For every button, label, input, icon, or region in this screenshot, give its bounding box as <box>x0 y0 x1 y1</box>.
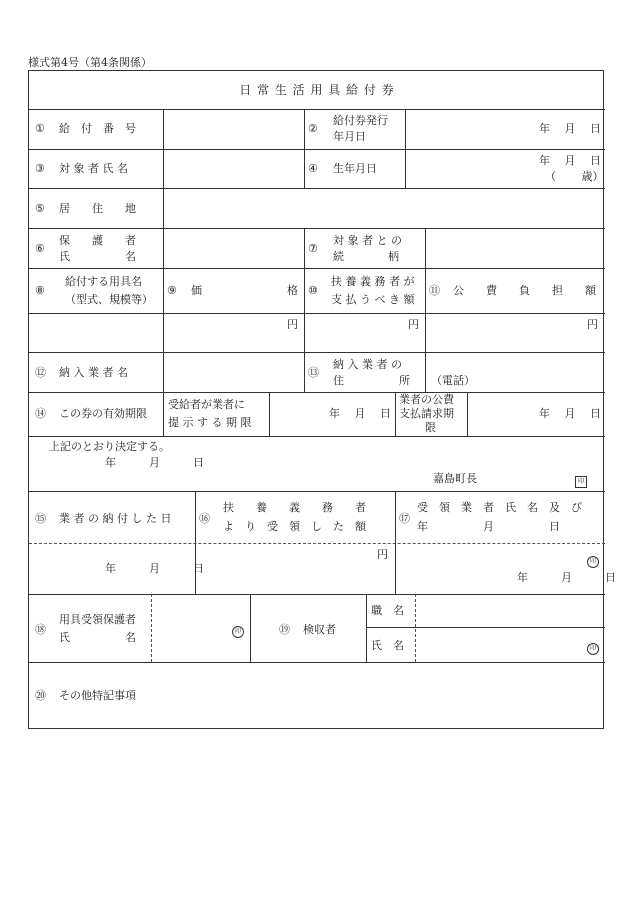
burden-yen: 円 <box>587 318 598 331</box>
official-seal: 印 <box>575 472 587 488</box>
guardian-payment-label: 支 払 う べ き 額 <box>331 293 415 306</box>
price-label: 価 <box>191 284 202 297</box>
divider <box>29 313 605 314</box>
field-number: ② <box>308 122 318 135</box>
payment-yen: 円 <box>408 318 419 331</box>
divider <box>366 594 367 662</box>
issue-date-value: 年 月 日 <box>539 122 601 135</box>
receiver-label: 年 月 日 <box>417 520 560 533</box>
form-number-label: 様式第4号（第4条関係） <box>28 56 152 69</box>
inspector-post-label: 職 名 <box>371 604 404 617</box>
divider <box>395 491 396 594</box>
field-number: ⑩ <box>308 284 318 297</box>
inspector-seal: 印 <box>587 639 599 655</box>
divider <box>29 662 605 663</box>
divider <box>405 109 406 188</box>
divider <box>269 392 270 436</box>
birth-date-value: 年 月 日 <box>539 154 601 167</box>
issue-number-label: 給 付 番 号 <box>59 122 136 135</box>
field-number: ⑯ <box>199 512 210 525</box>
presentation-deadline-label: 提 示 す る 期 限 <box>168 416 252 429</box>
validity-label: この券の有効期限 <box>59 407 147 420</box>
divider <box>304 109 305 188</box>
divider <box>163 228 164 392</box>
received-amount-label: よ り 受 領 し た 額 <box>223 520 366 533</box>
divider <box>163 392 164 436</box>
claim-deadline-label: 支払請求期 <box>399 407 454 420</box>
divider <box>29 594 605 595</box>
field-number: ⑬ <box>308 366 319 379</box>
divider <box>366 627 605 628</box>
telephone-label: （電話） <box>431 374 475 387</box>
field-number: ⑭ <box>35 407 46 420</box>
claim-deadline-label: 業者の公費 <box>399 393 454 406</box>
field-number: ③ <box>35 162 45 175</box>
relationship-label: 対 象 者 と の <box>333 234 402 247</box>
equipment-name-label: 給付する用具名 <box>65 275 142 288</box>
issue-date-label: 年月日 <box>333 130 366 143</box>
issuer-name: 嘉島町長 <box>433 472 477 485</box>
residence-label: 居 住 地 <box>59 202 136 215</box>
divider <box>29 109 605 110</box>
relationship-label: 続 柄 <box>333 250 399 263</box>
divider <box>415 594 416 662</box>
field-number: ⑤ <box>35 202 45 215</box>
field-number: ⑦ <box>308 242 318 255</box>
receiver-date-value: 年 月 日 <box>517 571 616 584</box>
divider <box>467 392 468 436</box>
divider <box>425 352 426 392</box>
guardian-payment-label: 扶 養 義 務 者 が <box>331 275 415 288</box>
field-number: ④ <box>308 162 318 175</box>
delivery-date-value: 年 月 日 <box>105 562 204 575</box>
field-number: ⑪ <box>429 284 440 297</box>
birth-date-label: 生年月日 <box>333 162 377 175</box>
delivery-date-label: 業 者 の 納 付 し た 日 <box>59 512 172 525</box>
subject-name-label: 対 象 者 氏 名 <box>59 162 128 175</box>
price-label: 格 <box>287 284 298 297</box>
divider <box>29 352 605 353</box>
presentation-deadline-date: 年 月 日 <box>329 407 391 420</box>
field-number: ⑧ <box>35 284 45 297</box>
field-number: ⑲ <box>279 623 290 636</box>
divider <box>395 392 396 436</box>
divider <box>29 228 605 229</box>
form-title: 日 常 生 活 用 具 給 付 券 <box>239 83 395 97</box>
field-number: ① <box>35 122 45 135</box>
received-amount-label: 扶 養 義 務 者 <box>223 501 366 514</box>
divider <box>425 228 426 268</box>
divider <box>163 188 164 228</box>
equipment-name-label: （型式、規模等） <box>65 293 153 306</box>
claim-deadline-label: 限 <box>425 421 436 434</box>
guardian-receiver-label: 氏 名 <box>59 631 136 644</box>
field-number: ⑥ <box>35 242 45 255</box>
divider <box>250 594 251 662</box>
divider <box>29 543 605 544</box>
divider <box>195 491 196 594</box>
issue-date-label: 給付券発行 <box>333 114 388 127</box>
supplier-address-label: 住 所 <box>333 374 410 387</box>
inspector-name-label: 氏 名 <box>371 639 404 652</box>
divider <box>163 109 164 188</box>
presentation-deadline-label: 受給者が業者に <box>168 398 245 411</box>
inspector-label: 検収者 <box>303 623 336 636</box>
divider <box>29 268 605 269</box>
divider <box>304 228 305 392</box>
decision-date: 年 月 日 <box>105 456 204 469</box>
divider <box>29 491 605 492</box>
guardian-receiver-label: 用具受領保護者 <box>59 613 136 626</box>
special-notes-label: その他特記事項 <box>59 689 136 702</box>
received-yen: 円 <box>377 548 388 561</box>
public-burden-label: 公 費 負 担 額 <box>453 284 596 297</box>
guardian-label: 保 護 者 <box>59 234 136 247</box>
claim-deadline-date: 年 月 日 <box>539 407 601 420</box>
age-value: （ 歳） <box>545 170 604 183</box>
supplier-address-label: 納 入 業 者 の <box>333 358 402 371</box>
benefit-ticket-form <box>28 70 616 729</box>
field-number: ⑰ <box>399 512 410 525</box>
field-number: ⑱ <box>35 623 46 636</box>
supplier-name-label: 納 入 業 者 名 <box>59 366 128 379</box>
divider <box>29 392 605 393</box>
divider <box>29 436 605 437</box>
price-yen: 円 <box>287 318 298 331</box>
receiver-label: 受 領 業 者 氏 名 及 び <box>417 501 582 514</box>
field-number: ⑨ <box>167 284 177 297</box>
divider <box>29 188 605 189</box>
field-number: ⑮ <box>35 512 46 525</box>
field-number: ⑳ <box>35 689 46 702</box>
divider <box>29 149 605 150</box>
field-number: ⑫ <box>35 366 46 379</box>
divider <box>151 594 152 662</box>
divider <box>425 268 426 352</box>
decision-text: 上記のとおり決定する。 <box>49 440 170 453</box>
receiver-seal: 印 <box>587 552 599 568</box>
guardian-label: 氏 名 <box>59 250 136 263</box>
guardian-seal: 印 <box>232 622 244 638</box>
